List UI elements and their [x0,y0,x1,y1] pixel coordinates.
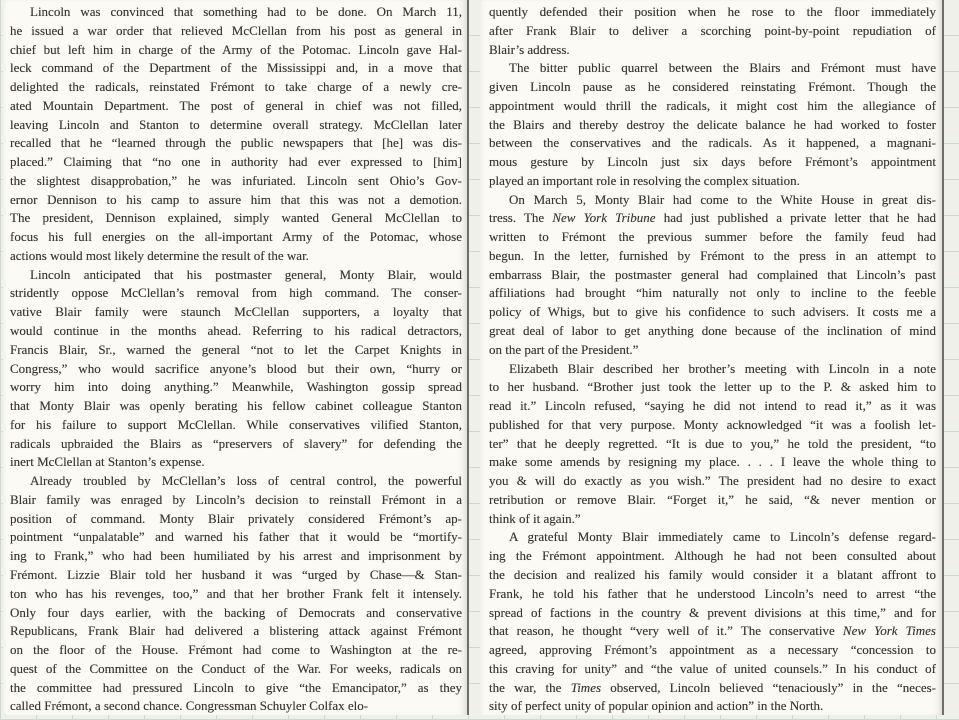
text-line: focus his full energies on the all-important Army of the Potomac, whose [10,229,462,245]
text-line: Republicans, Frank Blair had delivered a blistering attack against Frémont [10,623,462,639]
text-line: sity of perfect unity of popular opinion and action” in the North. [489,698,824,714]
text-line: recalled that he “learned through the public newspapers that [he] was dis- [10,135,462,151]
text-line: Congress,” who would sacrifice anyone’s blood but their own, “hurry or [10,360,462,376]
text-line: to her husband. “Brother just took the letter up to the P. & asked him to [489,379,936,395]
text-line: great deal of labor to get anything done because of the inclination of mind [489,323,936,339]
paragraph [489,360,936,529]
text-line: agreed, approving Frémont’s appointment as a necessary “concession to [489,642,936,658]
text-line: Blair family was enraged by Lincoln’s decision to reinstall Frémont in a [10,491,462,507]
text-line: worry him into doing anything.” Meanwhile, Washington gossip spread [10,379,462,395]
text-line: that reason, he thought “very well of it.” The conservative New York Times [489,623,936,639]
text-line: ernor Dennison to his camp to assure him that this was not a demotion. [10,191,462,207]
text-line: the war, the Times observed, Lincoln believed “tenaciously” in the “neces- [489,679,936,695]
text-line: begun. In the letter, furnished by Frémont to the press in an attempt to [489,247,936,263]
text-line: tress. The New York Tribune had just published a private letter that he had [489,210,936,226]
text-line: for his failure to support McClellan. While conservatives vilified Stanton, [10,416,462,432]
text-line: chief but left him in charge of the Army of the Potomac. Lincoln gave Hal- [10,41,462,57]
text-line: on the floor of the House. Frémont had come to Washington at the re- [10,642,462,658]
italic-text: New York Tribune [552,210,656,226]
text-line: embarrass Blair, the postmaster general had complained that Lincoln’s past [489,266,936,282]
text-line: The bitter public quarrel between the Blairs and Frémont must have [509,60,936,76]
paragraph [10,266,462,472]
text-line: mous gesture by Lincoln just six days before Frémont’s appointment [489,154,936,170]
text-line: quest of the Committee on the Conduct of the War. For weeks, radicals on [10,660,462,676]
text-line: ton who has his revenges, too,” and that her brother Frank felt it intensely. [10,585,462,601]
text-line: ing the Frémont appointment. Although he had not been consulted about [489,548,936,564]
text-line: quently defended their position when he rose to the floor immediately [489,4,936,19]
text-line: Only four days earlier, with the backing of Democrats and conservative [10,604,462,620]
text-line: that Monty Blair was openly berating his fellow cabinet colleague Stanton [10,398,462,414]
text-line: Already troubled by McClellan’s loss of central control, the powerful [30,473,462,489]
paragraph [10,472,462,716]
text-line: published for that very purpose. Monty acknowledged “it was a foolish let- [489,416,936,432]
text-line: called Frémont, a second chance. Congressman Schuyler Colfax elo- [10,698,369,714]
text-line: read it.” Lincoln refused, “saying he did not intend to read it,” as it was [489,398,936,414]
paragraph [489,59,936,190]
text-line: after Frank Blair to deliver a scorching point-by-point repudiation of [489,22,936,38]
text-line: spread of factions in the country & prevent divisions at this time,” and for [489,604,936,620]
text-line: leaving Lincoln and Stanton to determine overall strategy. McClellan later [10,116,462,132]
text-line: he issued a war order that relieved McClellan from his post as general in [10,22,462,38]
italic-text: New York Times [842,623,936,639]
text-line: retribution or remove Blair. “Forget it,” he said, “& never mention or [489,491,936,507]
paragraph [489,191,936,360]
left-column-text [3,0,467,716]
text-line: this craving for unity” and “the value of united counsels.” In his conduct of [489,660,936,676]
text-line: delighted the radicals, reinstated Frémont to take charge of a newly cre- [10,79,462,95]
text-line: Frémont. Lizzie Blair told her husband it was “urged by Chase—& Stan- [10,566,462,582]
text-line: leck command of the Department of the Mississippi and, in a move that [10,60,462,76]
text-line: vative Blair family were staunch McClellan supporters, a loyalty that [10,304,462,320]
text-line: make some amends by resigning my place. . . . I leave the whole thing to [489,454,936,470]
text-line: pointment “unpalatable” and warned his father that it would be “mortify- [10,529,462,545]
paragraph [10,3,462,266]
text-line: radicals upbraided the Blairs as “preservers of slavery” for defending the [10,435,462,451]
paragraph [489,528,936,716]
text-line: played an important role in resolving the complex situation. [489,172,800,188]
text-line: appointment would thrill the radicals, it might cost him the allegiance of [489,97,936,113]
text-line: Frank, he told his father that he understood Lincoln’s need to arrest “the [489,585,936,601]
text-line: the committee had pressured Lincoln to give “the Emancipator,” as they [10,679,462,695]
text-line: Elizabeth Blair described her brother’s meeting with Lincoln in a note [509,360,936,376]
text-line: A grateful Monty Blair immediately came to Lincoln’s defense regard- [509,529,936,545]
text-line: Blair’s address. [489,41,570,57]
text-line: On March 5, Monty Blair had come to the White House in great dis- [509,191,936,207]
text-line: position of command. Monty Blair privately considered Frémont’s ap- [10,510,462,526]
text-line: Lincoln was convinced that something had to be done. On March 11, [30,4,462,19]
text-line: placed.” Claiming that “no one in authority had ever expressed to [him] [10,154,462,170]
text-line: inert McClellan at Stanton’s expense. [10,454,205,470]
text-line: the decision and realized his family would consider it a blatant affront to [489,566,936,582]
text-line: ter” that he deeply regretted. “It is due to you,” he told the president, “to [489,435,936,451]
text-line: the slightest disapprobation,” he was infuriated. Lincoln sent Ohio’s Gov- [10,172,462,188]
right-column-text [480,0,942,716]
text-line: think of it again.” [489,510,581,526]
text-line: given Lincoln pause as he considered reinstating Frémont. Though the [489,79,936,95]
text-line: you & will do exactly as you wish.” The president had no desire to exact [489,473,936,489]
text-line: would continue in the months ahead. Referring to his radical detractors, [10,323,462,339]
text-line: The president, Dennison explained, simply wanted General McClellan to [10,210,462,226]
paragraph [489,3,936,59]
text-line: ing to Frank,” who had been humiliated by his arrest and imprisonment by [10,548,462,564]
text-line: the Blairs and thereby destroy the delicate balance he had worked to foster [489,116,936,132]
text-line: between the conservatives and the radicals. As it happened, a magnani- [489,135,936,151]
right-page [480,0,944,715]
text-line: on the part of the President.” [489,341,639,357]
text-line: written to Frémont the previous summer before the family feud had [489,229,936,245]
left-page [3,0,469,715]
text-line: affiliations had brought “him naturally not only to incline to the feeble [489,285,936,301]
italic-text: Times [570,679,602,695]
text-line: ated Mountain Department. The post of general in chief was not filled, [10,97,462,113]
text-line: stridently oppose McClellan’s removal from high command. The conser- [10,285,462,301]
text-line: Lincoln anticipated that his postmaster general, Monty Blair, would [30,266,462,282]
text-line: policy of Whigs, but to give his confidence to such advisers. It costs me a [489,304,936,320]
text-line: Francis Blair, Sr., warned the general “not to let the Carpet Knights in [10,341,462,357]
text-line: actions would most likely determine the result of the war. [10,247,309,263]
